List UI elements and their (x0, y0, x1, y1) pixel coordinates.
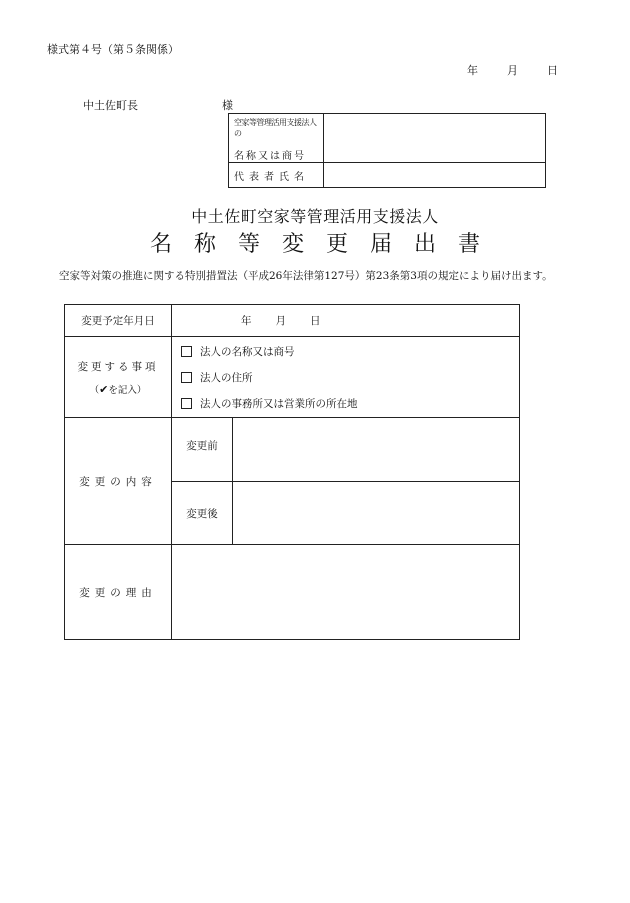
change-reason-field[interactable] (172, 545, 520, 640)
form-number: 様式第４号（第５条関係） (47, 43, 179, 56)
date-month-label: 月 (507, 64, 518, 77)
note-open-paren: （ (89, 384, 100, 396)
applicant-name-label-line1: 空家等管理活用支援法人の (234, 118, 317, 138)
change-items-label: 変更する事項 (77, 360, 159, 373)
planned-date-month: 月 (275, 315, 286, 327)
option-address[interactable] (173, 364, 518, 390)
applicant-name-field[interactable] (324, 114, 546, 163)
planned-date-label: 変更予定年月日 (65, 305, 172, 337)
declaration-text: 空家等対策の推進に関する特別措置法（平成26年法律第127号）第23条第3項の規定により届け出ます。 (59, 270, 553, 282)
planned-date-day: 日 (310, 315, 321, 327)
planned-date-field[interactable] (172, 305, 520, 337)
change-content-label-cell (65, 418, 172, 545)
representative-label (229, 163, 324, 188)
option-name[interactable] (173, 338, 518, 364)
checkbox[interactable] (181, 346, 192, 357)
change-form-table (64, 304, 520, 640)
option-label: 法人の住所 (200, 371, 253, 384)
form-title-line1: 中土佐町空家等管理活用支援法人 (191, 207, 439, 226)
option-label: 法人の名称又は商号 (200, 345, 295, 358)
form-title-line2: 名称等変更届出書 (149, 232, 502, 257)
addressee: 中土佐町長 (83, 99, 138, 112)
representative-label-text: 代表者氏名 (234, 171, 309, 183)
checkbox[interactable] (181, 372, 192, 383)
applicant-table (228, 113, 546, 188)
before-label: 変更前 (172, 418, 233, 482)
change-items-options (172, 337, 520, 418)
checkmark-icon: ✔ (99, 382, 109, 396)
change-items-note (66, 382, 170, 396)
change-content-label: 変更の内容 (79, 475, 157, 488)
honorific: 様 (222, 99, 233, 112)
after-label: 変更後 (172, 482, 233, 545)
date-day-label: 日 (547, 64, 558, 77)
note-text: を記入） (108, 384, 147, 396)
option-office[interactable] (173, 390, 518, 416)
applicant-name-label-line2: 名称又は商号 (234, 151, 306, 162)
submission-date (467, 62, 558, 78)
change-reason-label: 変更の理由 (79, 586, 157, 599)
date-year-label: 年 (467, 64, 478, 77)
change-items-label-cell (65, 337, 172, 418)
after-field[interactable] (233, 482, 520, 545)
option-label: 法人の事務所又は営業所の所在地 (200, 397, 358, 410)
applicant-name-label (229, 114, 324, 163)
before-field[interactable] (233, 418, 520, 482)
planned-date-year: 年 (241, 315, 252, 327)
checkbox[interactable] (181, 398, 192, 409)
change-reason-label-cell (65, 545, 172, 640)
representative-field[interactable] (324, 163, 546, 188)
